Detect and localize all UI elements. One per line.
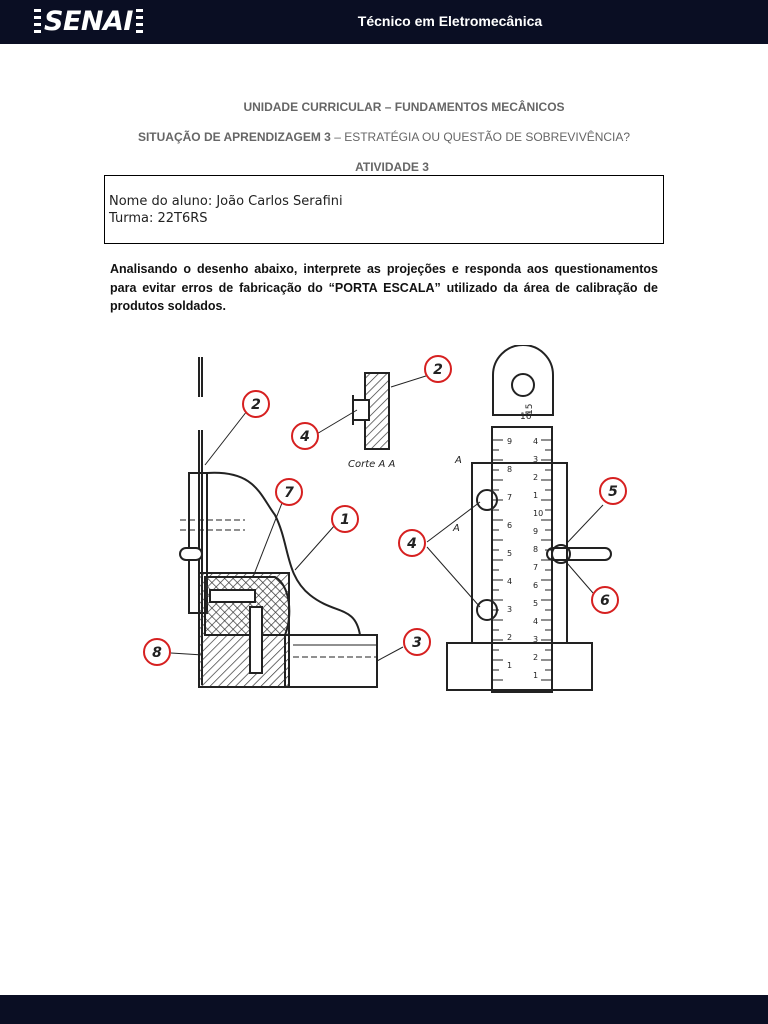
top-number: 16	[520, 412, 532, 422]
scale-left-label: 4	[507, 577, 513, 586]
balloon-label: 1	[340, 512, 350, 528]
scale-left-label: 5	[507, 549, 513, 558]
scale-right-label: 2	[533, 473, 539, 482]
balloon-label: 6	[600, 593, 610, 609]
footer-bar	[0, 995, 768, 1024]
cut-label-mid: A	[453, 523, 460, 534]
scale-right-label: 3	[533, 455, 539, 464]
balloon-label: 4	[407, 536, 417, 552]
logo-lines-right	[136, 9, 143, 33]
balloon-label: 7	[284, 485, 294, 501]
front-view	[447, 345, 611, 692]
scale-right-label: 4	[533, 437, 539, 446]
scale-right-label: 3	[533, 635, 539, 644]
scale-left-label: 9	[507, 437, 513, 446]
scale-left-label: 6	[507, 521, 513, 530]
situation-bold: SITUAÇÃO DE APRENDIZAGEM 3	[137, 130, 331, 144]
scale-left-labels	[507, 437, 512, 670]
scale-right-label: 6	[533, 581, 539, 590]
scale-right-label: 8	[533, 545, 539, 554]
porta-escala-drawing	[135, 345, 633, 700]
scale-left-label: 1	[507, 661, 513, 670]
instructions-paragraph	[110, 260, 658, 316]
situation-rest: – ESTRATÉGIA OU QUESTÃO DE SOBREVIVÊNCIA?	[330, 130, 631, 144]
scale-right-label: 9	[533, 527, 539, 536]
balloon-label: 3	[412, 635, 422, 651]
balloon-label: 8	[152, 645, 162, 661]
section-aa-view	[353, 373, 389, 449]
activity-heading: ATIVIDADE 3	[355, 160, 429, 174]
logo-lines-left	[34, 9, 41, 33]
scale-left-label: 2	[507, 633, 513, 642]
header-bar	[0, 0, 768, 44]
scale-right-label: 1	[533, 671, 539, 680]
course-title: Técnico em Eletromecânica	[357, 13, 543, 29]
student-class: Turma: 22T6RS	[109, 211, 208, 226]
balloon-label: 2	[433, 362, 443, 378]
scale-left-label: 7	[507, 493, 513, 502]
section-label: Corte A A	[348, 459, 396, 470]
situation-heading	[0, 130, 768, 144]
scale-left-label: 8	[507, 465, 513, 474]
scale-right-label: 2	[533, 653, 539, 662]
cut-label-top: A	[455, 455, 462, 466]
scale-right-label: 4	[533, 617, 539, 626]
balloon-label: 4	[300, 429, 310, 445]
scale-right-label: 7	[533, 563, 539, 572]
scale-right-label: 10	[533, 509, 544, 518]
instructions-part2: ” utilizado da área de calibração de produtos soldados.	[110, 280, 658, 313]
balloon-label: 2	[251, 397, 261, 413]
scale-right-label: 5	[533, 599, 539, 608]
student-name: Nome do aluno: João Carlos Serafini	[109, 194, 343, 209]
side-number: 15	[525, 403, 535, 415]
scale-left-label: 3	[507, 605, 513, 614]
instructions-part1: Analisando o desenho abaixo, interprete as projeções e responda aos questionamentos para evitar erros de fabricação do “	[110, 262, 658, 295]
student-info-box	[104, 175, 664, 244]
logo-text: SENAI	[44, 5, 133, 37]
scale-right-label: 1	[533, 491, 539, 500]
senai-logo	[34, 6, 143, 36]
balloon-label: 5	[608, 484, 618, 500]
unit-heading: UNIDADE CURRICULAR – FUNDAMENTOS MECÂNICOS	[243, 100, 565, 114]
instructions-highlight: PORTA ESCALA	[334, 280, 435, 295]
